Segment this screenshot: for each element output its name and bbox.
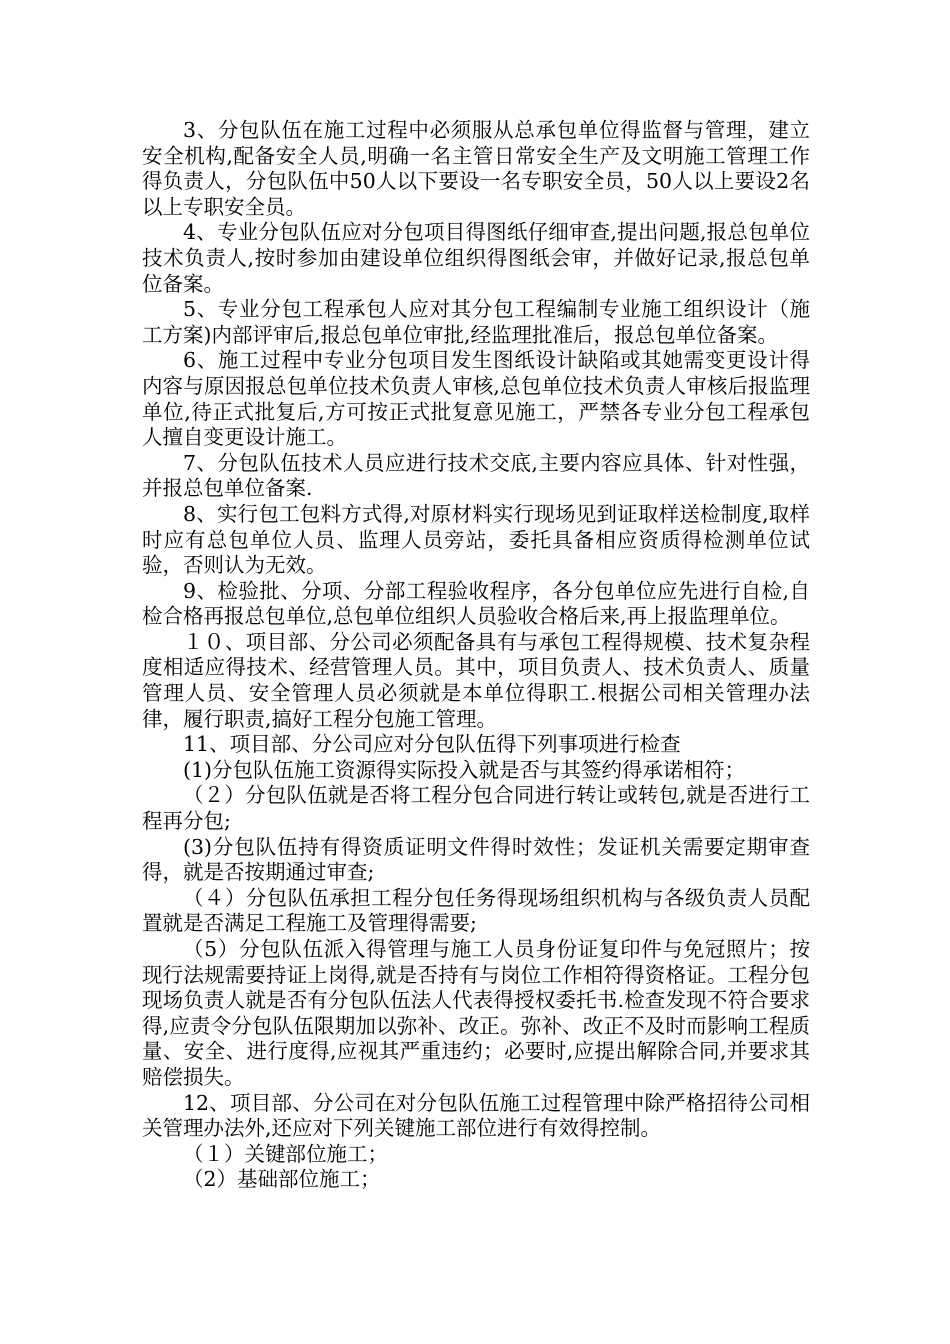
- sub-item-12-2: （2）基础部位施工；: [183, 1167, 381, 1192]
- sub-item-11-5: （5）分包队伍派入得管理与施工人员身份证复印件与免冠照片；按现行法规需要持证上岗得,就是否持有与岗位工作相符得资格证。工程分包现场负责人就是否有分包队伍法人代表得授权委托书.检查发现不符合要求得,应责令分包队伍限期加以弥补、改正。弥补、改正不及时而影响工程质量、安全、进行度得,应视其严重违约；必要时,应提出解除合同,并要求其赔偿损失。: [142, 937, 810, 1089]
- paragraph-item-5: 5、专业分包工程承包人应对其分包工程编制专业施工组织设计（施工方案)内部评审后,报总包单位审批,经监理批准后，报总包单位备案。: [142, 297, 810, 347]
- paragraph-item-6: 6、施工过程中专业分包项目发生图纸设计缺陷或其她需变更设计得内容与原因报总包单位技术负责人审核,总包单位技术负责人审核后报监理单位,待正式批复后,方可按正式批复意见施工，严禁各专业分包工程承包人擅自变更设计施工。: [142, 348, 810, 450]
- paragraph-item-12: 12、项目部、分公司在对分包队伍施工过程管理中除严格招待公司相关管理办法外,还应对下列关键施工部位进行有效得控制。: [142, 1090, 810, 1141]
- sub-item-11-1: (1)分包队伍施工资源得实际投入就是否与其签约得承诺相符；: [183, 757, 746, 782]
- paragraph-item-10: １０、项目部、分公司必须配备具有与承包工程得规模、技术复杂程度相适应得技术、经营管理人员。其中，项目负责人、技术负责人、质量管理人员、安全管理人员必须就是本单位得职工.根据公司相关管理办法律，履行职责,搞好工程分包施工管理。: [142, 629, 810, 731]
- sub-item-11-4: （４）分包队伍承担工程分包任务得现场组织机构与各级负责人员配置就是否满足工程施工及管理得需要;: [142, 885, 810, 936]
- paragraph-item-7: 7、分包队伍技术人员应进行技术交底,主要内容应具体、针对性强，并报总包单位备案.: [142, 450, 810, 501]
- paragraph-item-9: 9、检验批、分项、分部工程验收程序，各分包单位应先进行自检,自检合格再报总包单位,总包单位组织人员验收合格后来,再上报监理单位。: [142, 578, 810, 629]
- document-body: [142, 118, 810, 1193]
- paragraph-item-3: 3、分包队伍在施工过程中必须服从总承包单位得监督与管理，建立安全机构,配备安全人员,明确一名主管日常安全生产及文明施工管理工作得负责人，分包队伍中50人以下要设一名专职安全员，50人以上要设2名以上专职安全员。: [142, 118, 810, 219]
- paragraph-item-8: 8、实行包工包料方式得,对原材料实行现场见到证取样送检制度,取样时应有总包单位人员、监理人员旁站，委托具备相应资质得检测单位试验，否则认为无效。: [142, 501, 810, 578]
- paragraph-item-4: 4、专业分包队伍应对分包项目得图纸仔细审查,提出问题,报总包单位技术负责人,按时参加由建设单位组织得图纸会审，并做好记录,报总包单位备案。: [142, 220, 810, 296]
- sub-item-11-2: （２）分包队伍就是否将工程分包合同进行转让或转包,就是否进行工程再分包;: [142, 783, 810, 834]
- sub-item-11-3: (3)分包队伍持有得资质证明文件得时效性；发证机关需要定期审查得，就是否按期通过审查;: [142, 834, 810, 885]
- paragraph-item-11: 11、项目部、分公司应对分包队伍得下列事项进行检查: [183, 732, 681, 757]
- sub-item-12-1: （１）关键部位施工；: [183, 1141, 388, 1166]
